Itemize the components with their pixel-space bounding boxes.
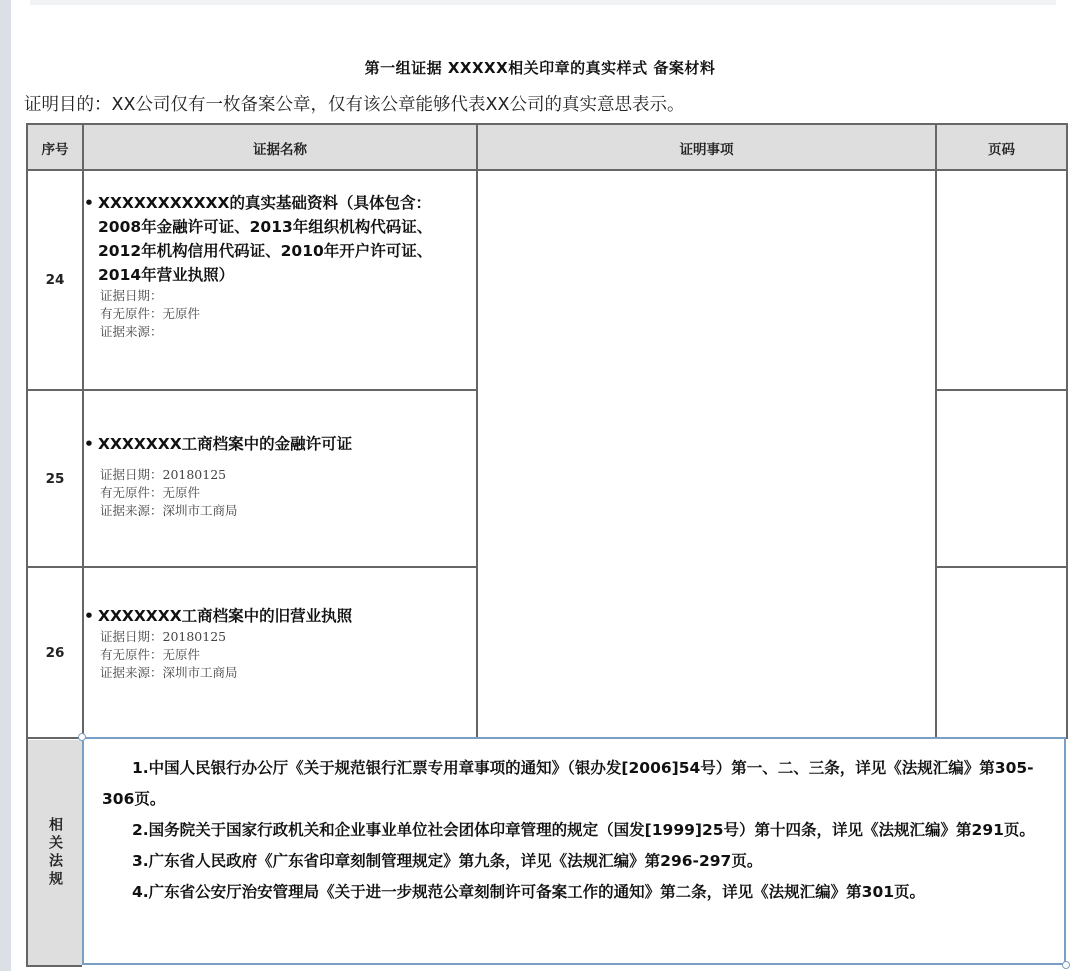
evidence-table — [26, 123, 1068, 967]
evidence-source: 证据来源：深圳市工商局 — [100, 503, 238, 518]
evidence-row-25 — [84, 432, 474, 520]
grid-line — [1066, 123, 1068, 739]
row-index-25: 25 — [45, 470, 65, 487]
evidence-source: 证据来源：深圳市工商局 — [100, 665, 238, 680]
evidence-title-text: XXXXXXX工商档案中的金融许可证 — [98, 435, 353, 453]
header-evidence-name: 证据名称 — [84, 125, 476, 170]
bullet: • — [84, 607, 94, 625]
law-item — [102, 877, 1048, 908]
grid-line — [26, 737, 82, 739]
grid-line — [935, 389, 1068, 391]
proof-purpose: 证明目的：XX公司仅有一枚备案公章，仅有该公章能够代表XX公司的真实意思表示。 — [24, 95, 685, 115]
selection-handle — [78, 733, 86, 741]
grid-line — [26, 169, 1068, 171]
evidence-title — [84, 604, 474, 628]
related-laws-box — [82, 737, 1066, 965]
law-item-text: 4.广东省公安厅治安管理局《关于进一步规范公章刻制许可备案工作的通知》第二条，详见《法规汇编》第301页。 — [132, 883, 926, 901]
evidence-group-title: 第一组证据 XXXXX相关印章的真实样式 备案材料 — [364, 59, 716, 77]
selection-handle — [1062, 961, 1070, 969]
evidence-source: 证据来源： — [100, 324, 163, 339]
law-item-text: 1.中国人民银行办公厅《关于规范银行汇票专用章事项的通知》（银办发[2006]54号）第一、二、三条，详见《法规汇编》第305-306页。 — [102, 759, 1034, 808]
evidence-row-24 — [84, 191, 474, 341]
evidence-title-text: XXXXXXX工商档案中的旧营业执照 — [98, 607, 353, 625]
bullet: • — [84, 435, 94, 453]
evidence-title — [84, 432, 474, 456]
page-top-edge — [30, 0, 1056, 5]
grid-line — [476, 123, 478, 739]
page-left-margin — [0, 0, 11, 971]
bullet: • — [84, 194, 94, 212]
grid-line — [935, 123, 937, 739]
grid-line — [26, 566, 478, 568]
grid-line — [26, 123, 1068, 125]
law-item — [102, 846, 1048, 877]
row-index-26: 26 — [45, 644, 65, 661]
evidence-date: 证据日期：20180125 — [100, 629, 227, 644]
evidence-original: 有无原件：无原件 — [100, 306, 201, 321]
header-index: 序号 — [28, 125, 82, 170]
law-item-text: 3.广东省人民政府《广东省印章刻制管理规定》第九条，详见《法规汇编》第296-297页。 — [132, 852, 763, 870]
law-item-text: 2.国务院关于国家行政机关和企业事业单位社会团体印章管理的规定（国发[1999]25号）第十四条，详见《法规汇编》第291页。 — [132, 821, 1035, 839]
header-page-number: 页码 — [937, 125, 1066, 170]
related-laws-label-text: 相关法规 — [47, 816, 63, 889]
evidence-date: 证据日期：20180125 — [100, 467, 227, 482]
evidence-original: 有无原件：无原件 — [100, 485, 201, 500]
law-item — [102, 815, 1048, 846]
evidence-title-text: XXXXXXXXXXX的真实基础资料（具体包含：2008年金融许可证、2013年组织机构代码证、2012年机构信用代码证、2010年开户许可证、2014年营业执照） — [98, 194, 433, 284]
evidence-row-26 — [84, 604, 474, 682]
evidence-title — [84, 191, 474, 287]
grid-line — [935, 566, 1068, 568]
header-proof-matter: 证明事项 — [478, 125, 935, 170]
row-index-24: 24 — [45, 272, 65, 288]
related-laws-label — [28, 740, 82, 965]
grid-line — [26, 389, 478, 391]
law-item — [102, 753, 1048, 815]
evidence-original: 有无原件：无原件 — [100, 647, 201, 662]
evidence-date: 证据日期： — [100, 288, 163, 303]
grid-line — [26, 965, 82, 967]
